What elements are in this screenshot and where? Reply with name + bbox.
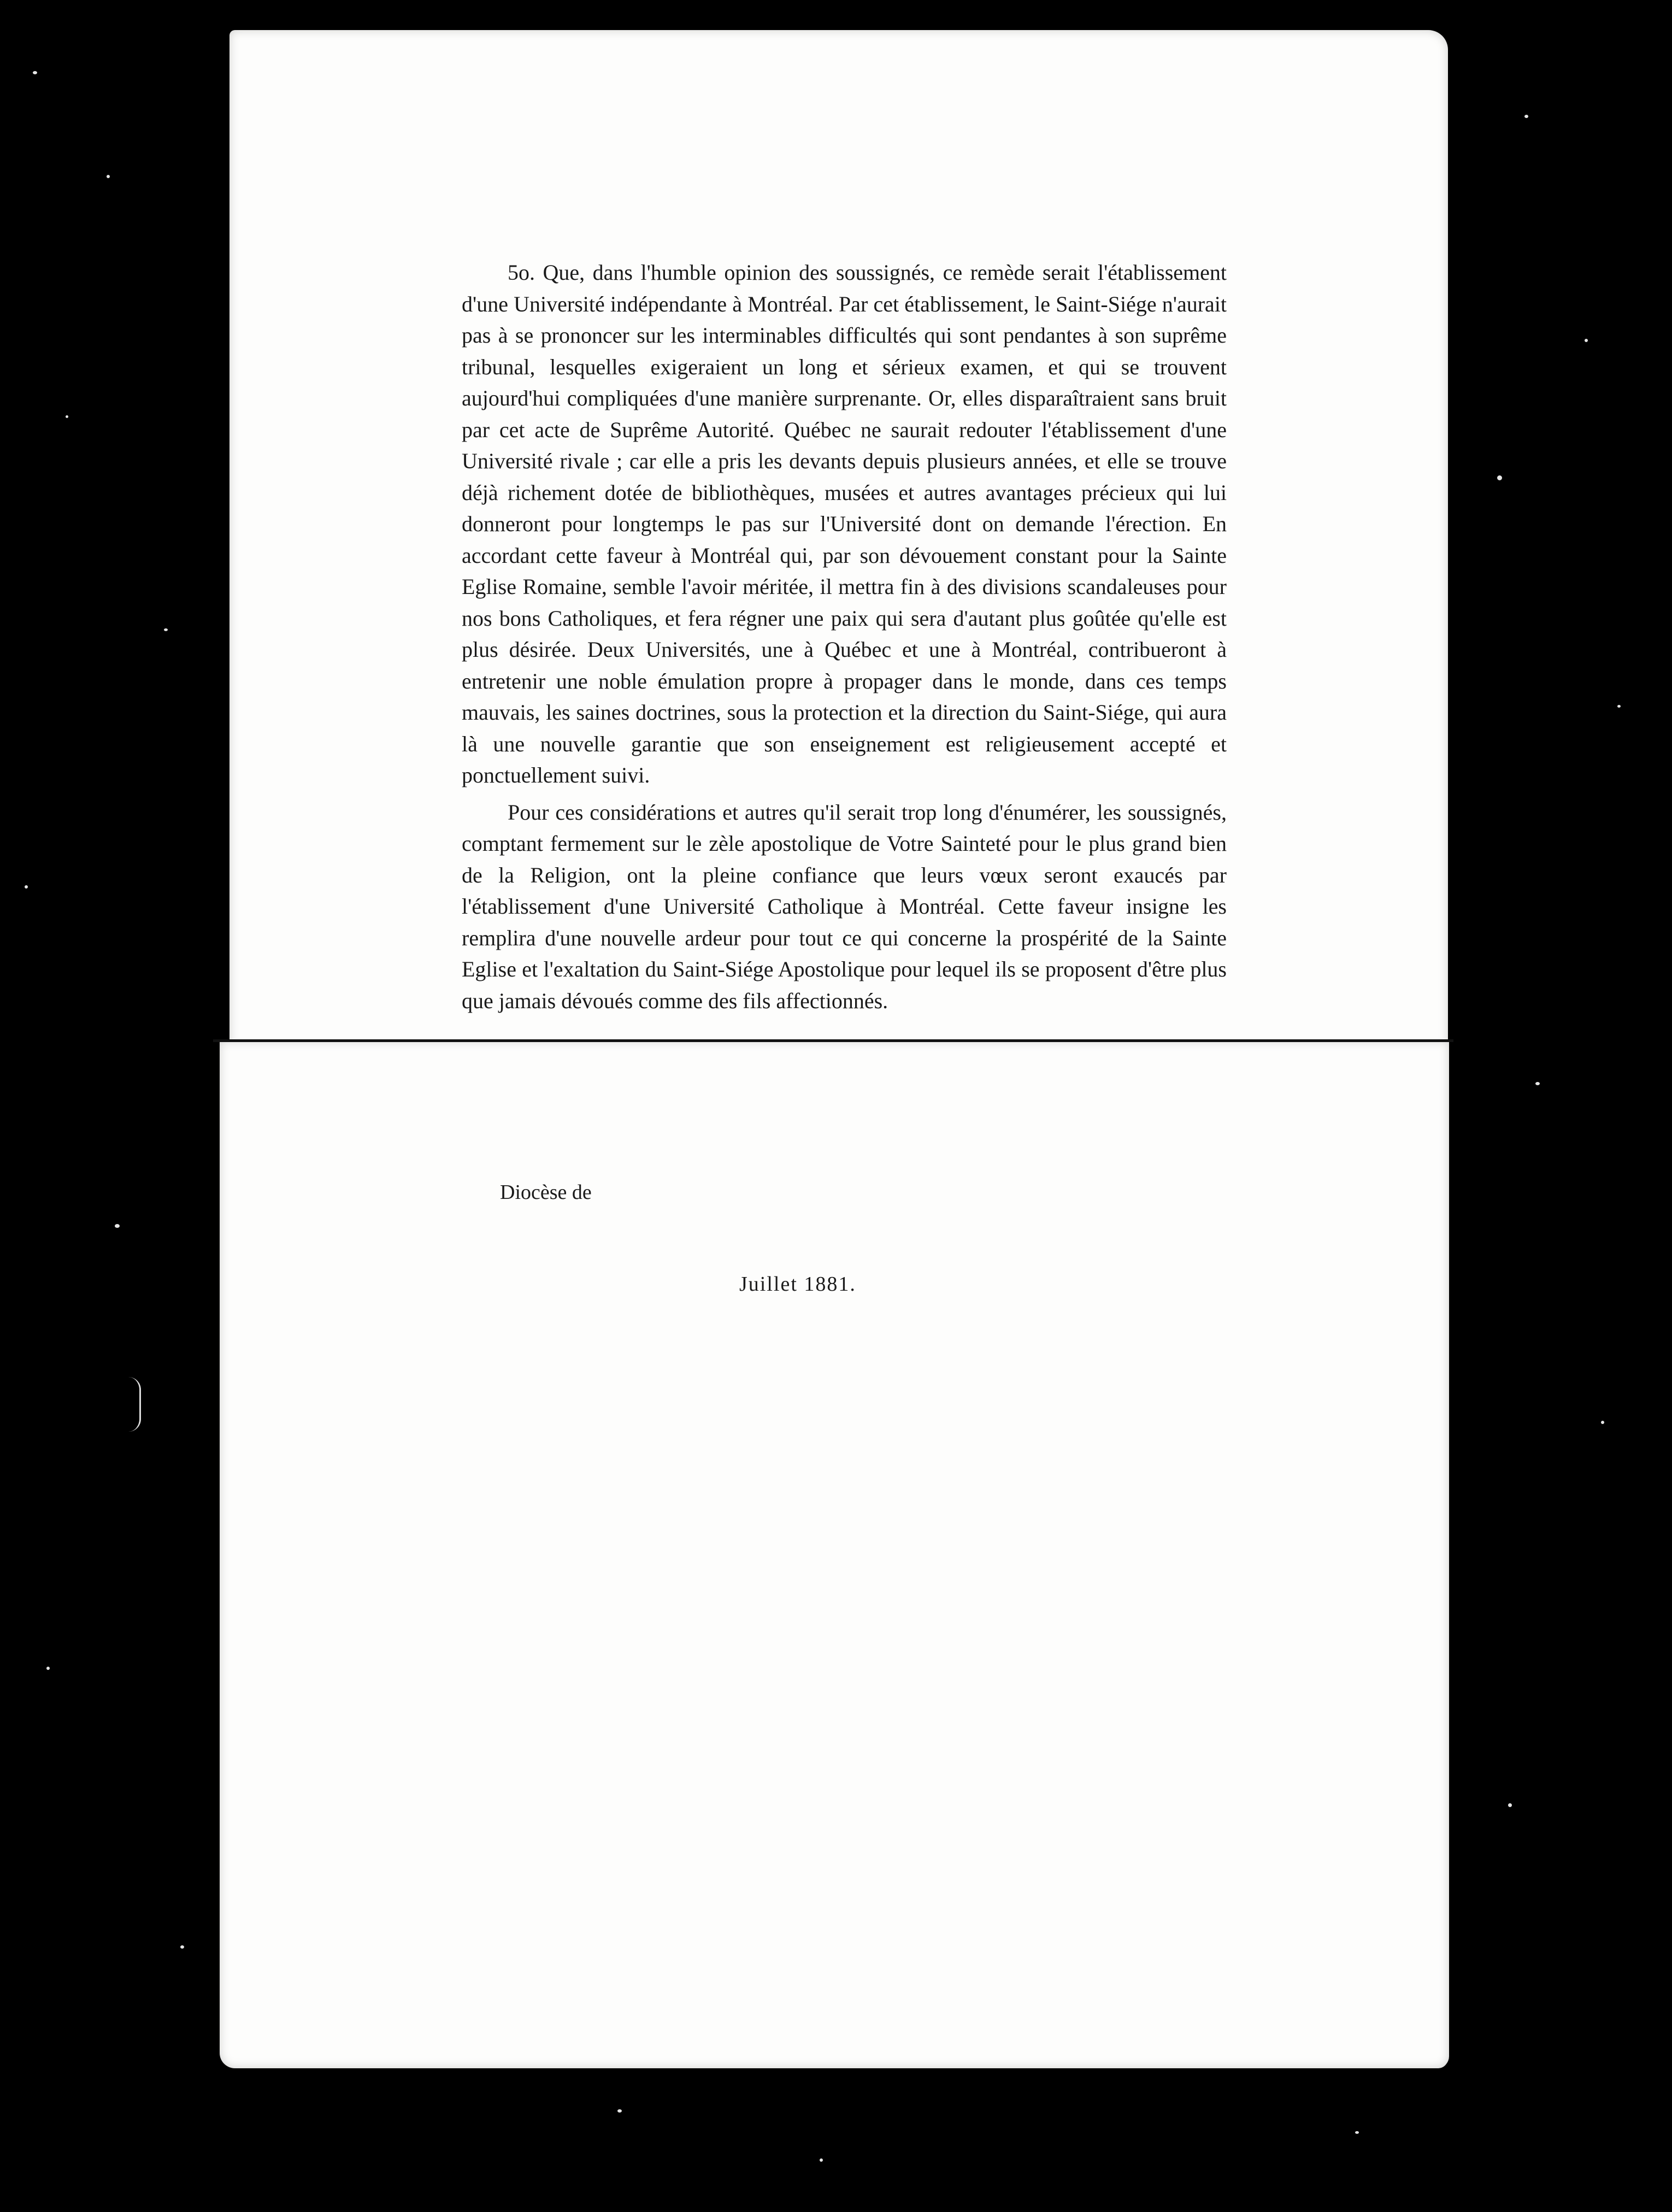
- fold-line: [213, 1039, 1453, 1042]
- scan-speck: [1497, 475, 1502, 480]
- document-body: [462, 257, 1227, 1016]
- scan-speck: [164, 628, 168, 631]
- scan-speck: [25, 885, 28, 889]
- scan-speck: [820, 2158, 823, 2162]
- scan-speck: [33, 71, 37, 74]
- scan-speck: [66, 415, 68, 418]
- scan-speck: [1585, 339, 1588, 342]
- scan-speck: [1535, 1082, 1540, 1085]
- scan-speck: [46, 1667, 50, 1670]
- scan-speck: [617, 2109, 622, 2113]
- scan-speck: [1601, 1421, 1604, 1424]
- paragraph-considerations: Pour ces considérations et autres qu'il serait trop long d'énumérer, les soussignés, comptant fermement sur le zèle apostolique de Votre Sainteté pour le plus grand bien de la Religion, ont la pleine confiance que leurs vœux seront exaucés par l'établissement d'une Université Catholique à Montréal. Cette faveur insigne les remplira d'une nouvelle ardeur pour tout ce qui concerne la prospérité de la Sainte Eglise et l'exaltation du Saint-Siége Apostolique pour lequel ils se proposent d'être plus que jamais dévoués comme des fils affectionnés.: [462, 799, 1227, 1013]
- scan-speck: [107, 175, 110, 178]
- diocese-label: Diocèse de: [500, 1181, 592, 1204]
- scan-speck: [1508, 1803, 1512, 1807]
- scan-speck: [1524, 115, 1528, 118]
- date-line: Juillet 1881.: [739, 1273, 856, 1296]
- paper-sheet-lower-half: [220, 1041, 1449, 2068]
- scan-speck: [1617, 705, 1621, 708]
- scan-mark: [128, 1377, 141, 1432]
- scan-speck: [1355, 2131, 1359, 2134]
- scan-speck: [115, 1224, 120, 1228]
- paragraph-remedy: 5o. Que, dans l'humble opinion des soussignés, ce remède serait l'établissement d'une Université indépendante à Montréal. Par cet établissement, le Saint-Siége n'aurait pas à se prononcer sur les interminables difficultés qui sont pendantes à son suprême tribunal, lesquelles exigeraient un long et sérieux examen, et qui se trouvent aujourd'hui compliquées d'une manière surprenante. Or, elles disparaîtraient sans bruit par cet acte de Suprême Autorité. Québec ne saurait redouter l'établissement d'une Université rivale ; car elle a pris les devants depuis plusieurs années, et elle se trouve déjà richement dotée de bibliothèques, musées et autres avantages précieux qui lui donneront pour longtemps le pas sur l'Université dont on demande l'érection. En accordant cette faveur à Montréal qui, par son dévouement constant pour la Sainte Eglise Romaine, semble l'avoir méritée, il mettra fin à des divisions scandaleuses pour nos bons Catholiques, et fera régner une paix qui sera d'autant plus goûtée qu'elle est plus désirée. Deux Universités, une à Québec et une à Montréal, contribueront à entretenir une noble émulation propre à propager dans le monde, dans ces temps mauvais, les saines doctrines, sous la protection et la direction du Saint-Siége, qui aura là une nouvelle garantie que son enseignement est religieusement accepté et ponctuellement suivi.: [462, 260, 1227, 787]
- scan-speck: [180, 1945, 184, 1949]
